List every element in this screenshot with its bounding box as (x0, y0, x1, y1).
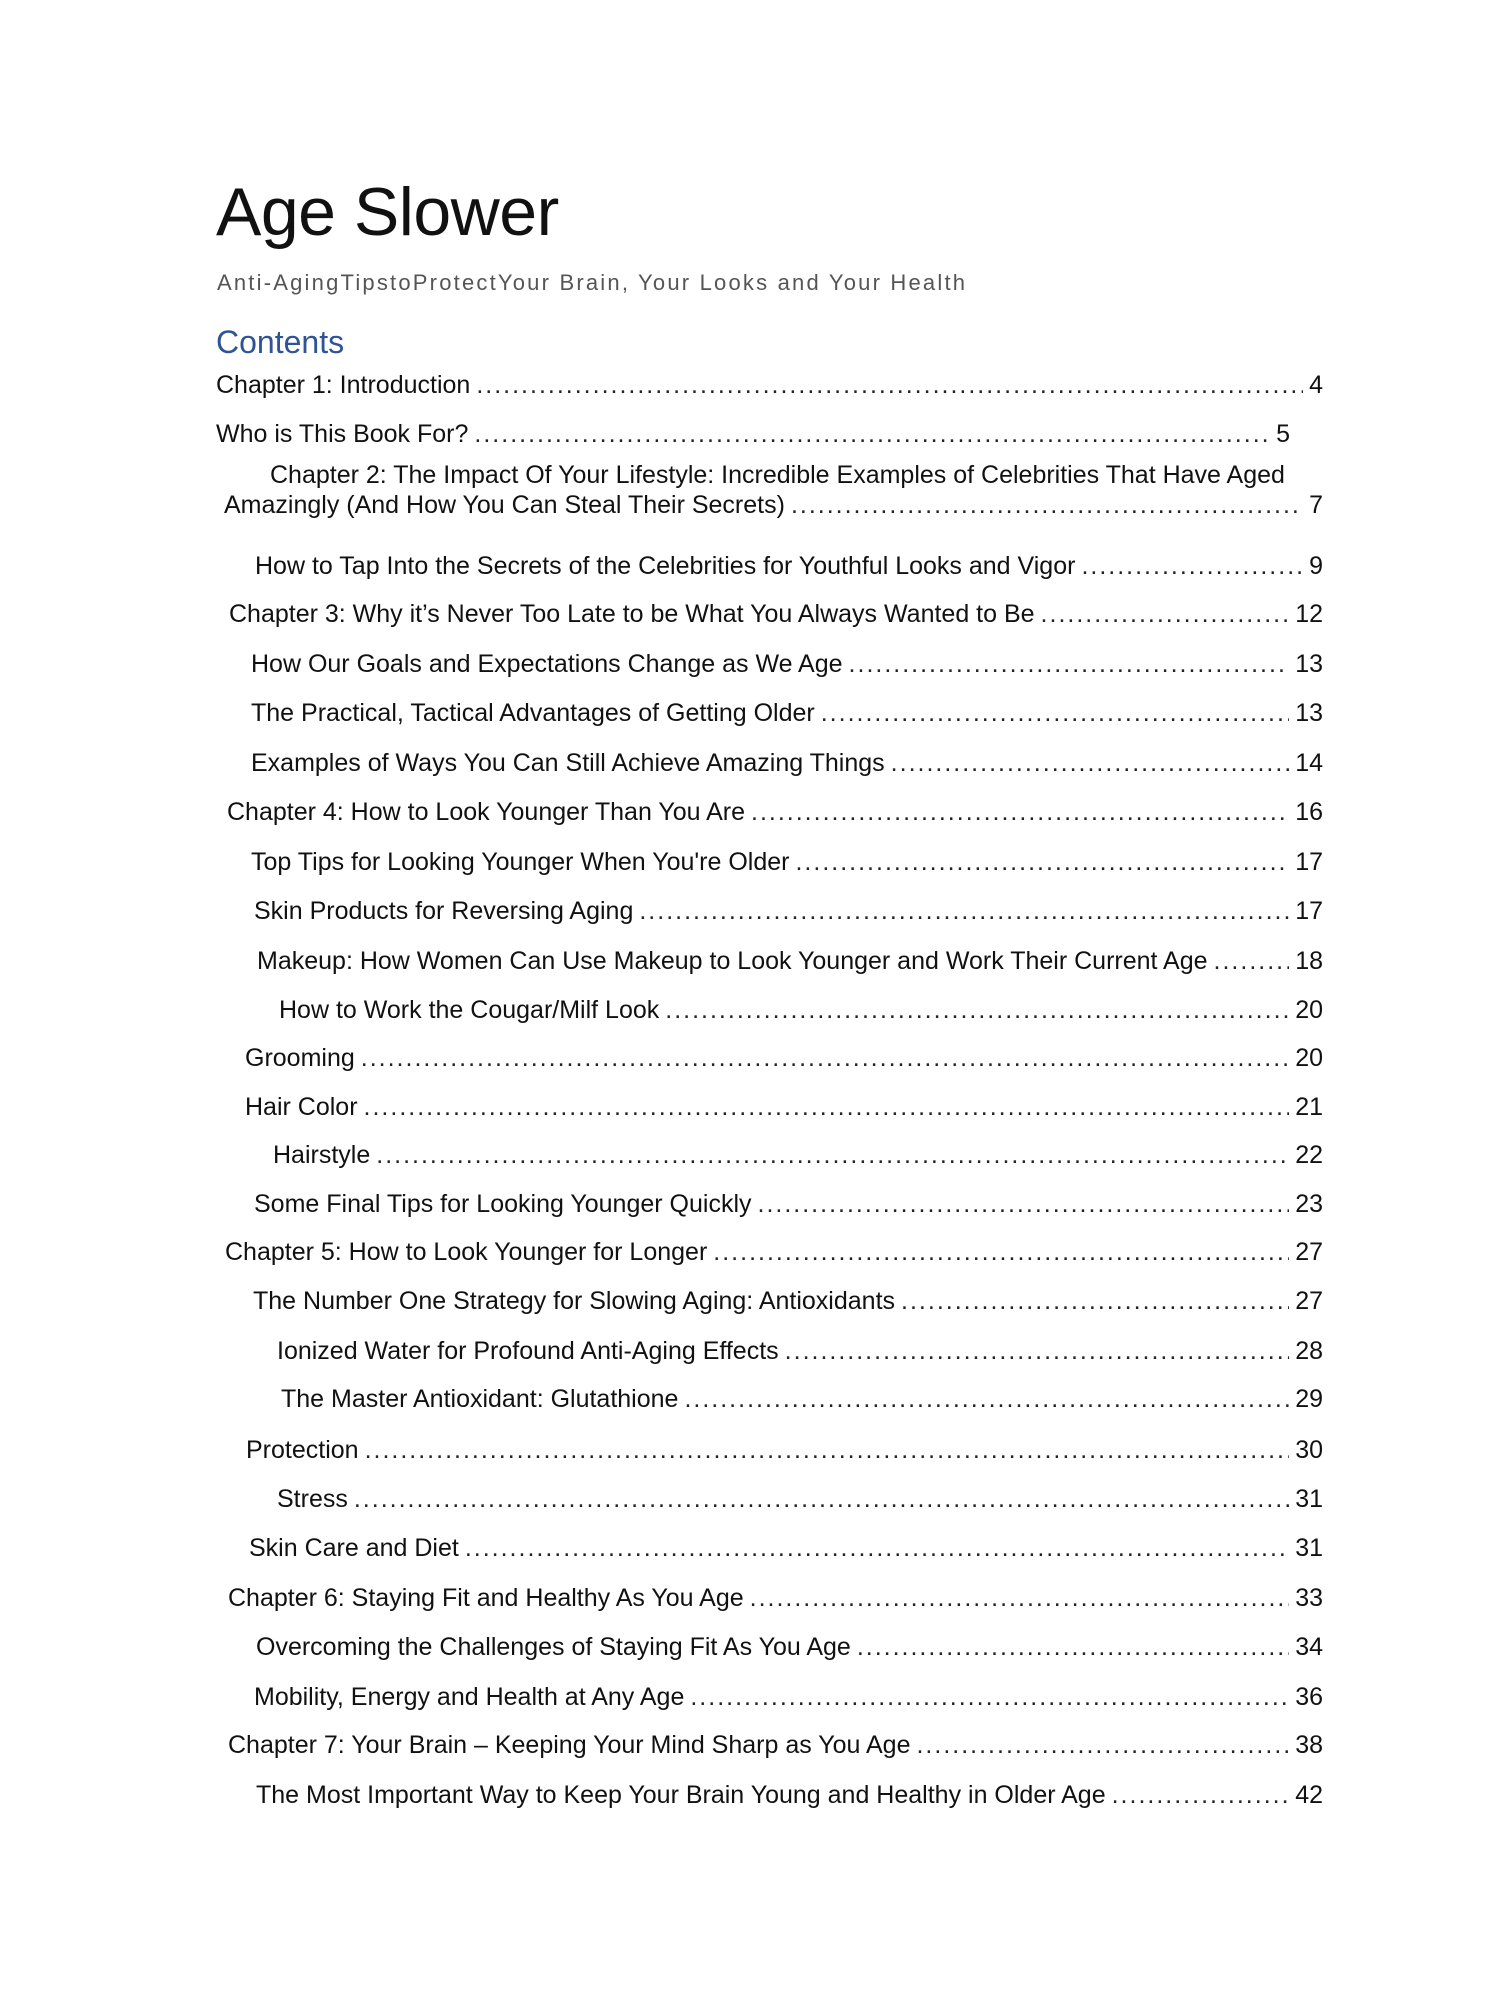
toc-page-number: 17 (1295, 848, 1323, 876)
toc-dot-leader (1081, 551, 1303, 581)
toc-page-number: 38 (1295, 1731, 1323, 1759)
toc-entry-title: The Most Important Way to Keep Your Brain Young and Healthy in Older Age (256, 1781, 1106, 1809)
toc-page-number: 4 (1309, 371, 1323, 399)
toc-entry[interactable] (251, 698, 1323, 728)
toc-dot-leader (891, 748, 1290, 778)
toc-entry[interactable] (281, 1384, 1323, 1414)
toc-entry-title: How Our Goals and Expectations Change as We Age (251, 650, 843, 678)
toc-dot-leader (639, 896, 1289, 926)
toc-entry[interactable] (255, 551, 1323, 581)
toc-entry[interactable] (254, 896, 1323, 926)
toc-page-number: 42 (1295, 1781, 1323, 1809)
toc-entry-title: How to Tap Into the Secrets of the Celebrities for Youthful Looks and Vigor (255, 552, 1076, 580)
toc-page-number: 36 (1295, 1683, 1323, 1711)
toc-entry[interactable] (224, 460, 1323, 520)
toc-page-number: 12 (1295, 600, 1323, 628)
toc-page-number: 22 (1295, 1141, 1323, 1169)
toc-dot-leader (1112, 1780, 1290, 1810)
toc-entry-title: Chapter 2: The Impact Of Your Lifestyle: Incredible Examples of Celebrities That Have Aged (270, 461, 1285, 489)
toc-page-number: 17 (1295, 897, 1323, 925)
toc-dot-leader (758, 1189, 1290, 1219)
toc-entry-title: Skin Care and Diet (249, 1534, 459, 1562)
toc-entry[interactable] (228, 1583, 1323, 1613)
toc-entry-title: The Number One Strategy for Slowing Aging: Antioxidants (253, 1287, 896, 1315)
toc-entry-title: Ionized Water for Profound Anti-Aging Effects (277, 1337, 779, 1365)
toc-page-number: 30 (1295, 1436, 1323, 1464)
document-title: Age Slower (216, 174, 559, 250)
toc-dot-leader (476, 370, 1303, 400)
toc-entry-title: Chapter 4: How to Look Younger Than You Are (227, 798, 745, 826)
toc-page-number: 31 (1295, 1534, 1323, 1562)
toc-entry[interactable] (216, 419, 1290, 449)
toc-page-number: 14 (1295, 749, 1323, 777)
toc-dot-leader (849, 649, 1290, 679)
toc-entry[interactable] (227, 797, 1323, 827)
toc-entry-title: Some Final Tips for Looking Younger Quickly (254, 1190, 752, 1218)
toc-page-number: 31 (1295, 1485, 1323, 1513)
toc-entry-title: Chapter 5: How to Look Younger for Longer (225, 1238, 708, 1266)
toc-entry-title: The Practical, Tactical Advantages of Getting Older (251, 699, 815, 727)
toc-dot-leader (354, 1484, 1289, 1514)
toc-page-number: 13 (1295, 650, 1323, 678)
toc-entry[interactable] (246, 1435, 1323, 1465)
toc-dot-leader (916, 1730, 1289, 1760)
toc-entry[interactable] (254, 1682, 1323, 1712)
toc-entry[interactable] (229, 599, 1323, 629)
toc-entry[interactable] (249, 1533, 1323, 1563)
toc-dot-leader (821, 698, 1289, 728)
toc-entry[interactable] (273, 1140, 1323, 1170)
toc-entry-title: Examples of Ways You Can Still Achieve Amazing Things (251, 749, 885, 777)
toc-entry-title: Mobility, Energy and Health at Any Age (254, 1683, 685, 1711)
toc-entry[interactable] (225, 1237, 1323, 1267)
toc-entry[interactable] (256, 1632, 1323, 1662)
toc-entry[interactable] (245, 1043, 1323, 1073)
toc-page-number: 29 (1295, 1385, 1323, 1413)
toc-page-number: 16 (1295, 798, 1323, 826)
toc-dot-leader (901, 1286, 1289, 1316)
document-subtitle: Anti-AgingTipstoProtectYour Brain, Your Looks and Your Health (217, 270, 968, 295)
toc-dot-leader (857, 1632, 1289, 1662)
toc-entry[interactable] (245, 1092, 1323, 1122)
toc-page-number: 28 (1295, 1337, 1323, 1365)
toc-entry[interactable] (279, 995, 1323, 1025)
toc-page-number: 33 (1295, 1584, 1323, 1612)
toc-entry-title: Chapter 6: Staying Fit and Healthy As You Age (228, 1584, 744, 1612)
toc-entry[interactable] (256, 1780, 1323, 1810)
toc-dot-leader (795, 847, 1289, 877)
toc-page-number: 18 (1295, 947, 1323, 975)
toc-entry[interactable] (254, 1189, 1323, 1219)
toc-dot-leader (713, 1237, 1289, 1267)
toc-page-number: 21 (1295, 1093, 1323, 1121)
toc-entry-title: Hair Color (245, 1093, 358, 1121)
toc-entry[interactable] (277, 1336, 1323, 1366)
toc-dot-leader (1041, 599, 1290, 629)
toc-entry-title-continued: Amazingly (And How You Can Steal Their Secrets) (224, 491, 785, 519)
toc-page-number: 13 (1295, 699, 1323, 727)
toc-dot-leader (751, 797, 1289, 827)
toc-dot-leader (361, 1043, 1289, 1073)
toc-page-number: 9 (1309, 552, 1323, 580)
toc-entry-title: The Master Antioxidant: Glutathione (281, 1385, 679, 1413)
toc-page-number: 23 (1295, 1190, 1323, 1218)
toc-dot-leader (365, 1435, 1290, 1465)
toc-dot-leader (474, 419, 1270, 449)
toc-entry[interactable] (251, 748, 1323, 778)
toc-entry[interactable] (253, 1286, 1323, 1316)
toc-entry[interactable] (251, 649, 1323, 679)
toc-entry-title: Makeup: How Women Can Use Makeup to Look Younger and Work Their Current Age (257, 947, 1208, 975)
toc-page-number: 27 (1295, 1238, 1323, 1266)
toc-entry-title: Chapter 1: Introduction (216, 371, 471, 399)
toc-page-number: 20 (1295, 996, 1323, 1024)
contents-heading: Contents (216, 324, 345, 360)
toc-entry[interactable] (251, 847, 1323, 877)
toc-entry-title: Chapter 3: Why it’s Never Too Late to be What You Always Wanted to Be (229, 600, 1035, 628)
toc-page-number: 7 (1309, 491, 1323, 519)
toc-entry-title: Top Tips for Looking Younger When You're Older (251, 848, 790, 876)
toc-entry-title: Hairstyle (273, 1141, 371, 1169)
toc-entry-title: How to Work the Cougar/Milf Look (279, 996, 660, 1024)
toc-entry-title: Chapter 7: Your Brain – Keeping Your Mind Sharp as You Age (228, 1731, 911, 1759)
toc-dot-leader (750, 1583, 1290, 1613)
toc-dot-leader (665, 995, 1289, 1025)
toc-entry-title: Grooming (245, 1044, 355, 1072)
toc-dot-leader (465, 1533, 1289, 1563)
toc-dot-leader (376, 1140, 1289, 1170)
toc-entry-title: Protection (246, 1436, 359, 1464)
toc-page-number: 34 (1295, 1633, 1323, 1661)
toc-entry-title: Skin Products for Reversing Aging (254, 897, 634, 925)
toc-entry-title: Who is This Book For? (216, 420, 469, 448)
toc-entry[interactable] (228, 1730, 1323, 1760)
toc-page-number: 20 (1295, 1044, 1323, 1072)
toc-dot-leader (791, 490, 1303, 520)
toc-entry[interactable] (277, 1484, 1323, 1514)
toc-entry[interactable] (257, 946, 1323, 976)
toc-dot-leader (684, 1384, 1289, 1414)
toc-page-number: 5 (1276, 420, 1290, 448)
toc-entry[interactable] (216, 370, 1323, 400)
toc-dot-leader (364, 1092, 1290, 1122)
toc-entry-title: Stress (277, 1485, 348, 1513)
toc-page-number: 27 (1295, 1287, 1323, 1315)
toc-dot-leader (1214, 946, 1290, 976)
toc-dot-leader (785, 1336, 1290, 1366)
toc-dot-leader (690, 1682, 1289, 1712)
toc-entry-title: Overcoming the Challenges of Staying Fit As You Age (256, 1633, 851, 1661)
